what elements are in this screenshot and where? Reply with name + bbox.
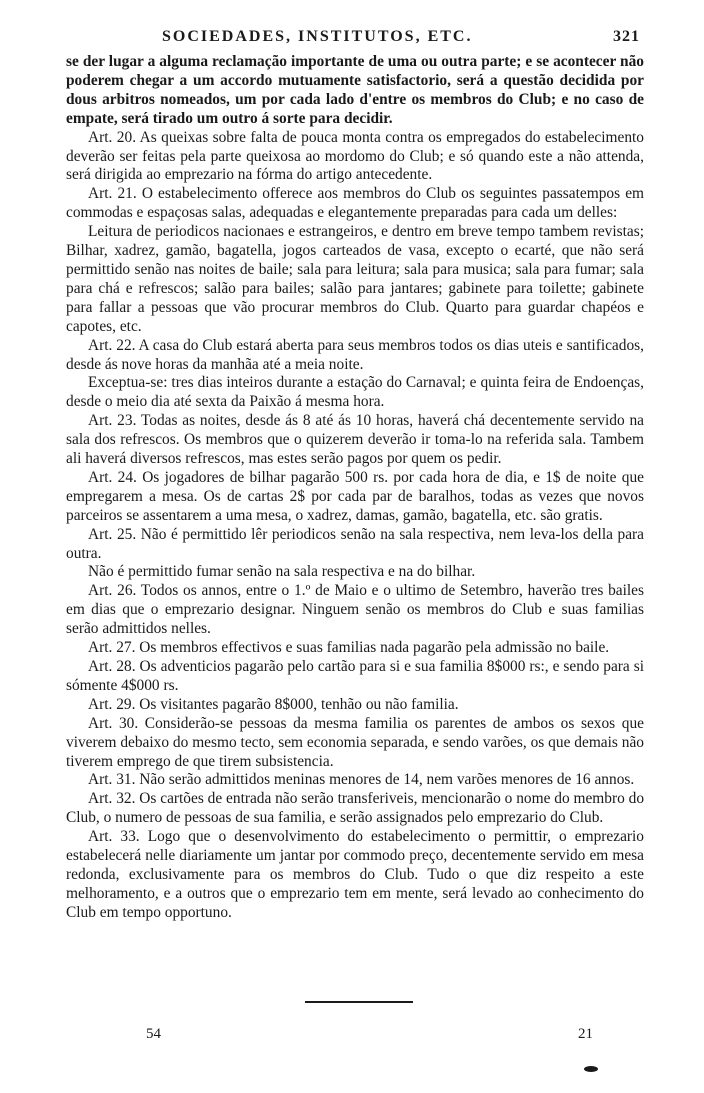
article-22-exception: Exceptua-se: tres dias inteiros durante a estação do Carnaval; e quinta feira de Endoenças, desde o meio dia até sexta da Paixão á mesma hora. [66, 374, 644, 411]
article-24: Art. 24. Os jogadores de bilhar pagarão 500 rs. por cada hora de dia, e 1$ de noite que empregarem a mesa. Os de cartas 2$ por cada par de baralhos, todas as vezes que novos parceiros se assentarem a uma mesa, o xadrez, damas, gamão, bagatella, etc. são gratis. [66, 468, 644, 524]
section-rule [305, 1001, 413, 1003]
header-title: SOCIEDADES, INSTITUTOS, ETC. [162, 28, 473, 45]
article-25: Art. 25. Não é permittido lêr periodicos senão na sala respectiva, nem leva-los della para outra. [66, 525, 644, 562]
article-28: Art. 28. Os adventicios pagarão pelo cartão para si e sua familia 8$000 rs:, e sendo para si sómente 4$000 rs. [66, 658, 644, 694]
running-header [150, 28, 640, 52]
article-20: Art. 20. As queixas sobre falta de pouca monta contra os empregados do estabelecimento deverão ser feitas pela parte queixosa ao mordomo do Club; e só quando este a não attenda, será dirigida ao emprezario na fórma do artigo antecedente. [66, 128, 644, 184]
article-32: Art. 32. Os cartões de entrada não serão transferiveis, mencionarão o nome do membro do Club, o numero de pessoas de sua familia, e serão assignados pelo emprezario do Club. [66, 790, 645, 827]
article-21: Art. 21. O estabelecimento offerece aos membros do Club os seguintes passatempos em commodas e espaçosas salas, adequadas e elegantemente preparadas para cada um delles: [66, 185, 644, 222]
ink-blot [584, 1066, 598, 1072]
signature-mark-left: 54 [146, 1026, 161, 1042]
article-23: Art. 23. Todas as noites, desde ás 8 até ás 10 horas, haverá chá decentemente servido na sala dos refrescos. Os membros que o quizerem deverão ir toma-lo na referida sala. Tambem ali haverá diversos refrescos, mas estes serão pagos por quem os pedir. [66, 412, 644, 468]
article-29: Art. 29. Os visitantes pagarão 8$000, tenhão ou não familia. [88, 695, 459, 713]
article-22: Art. 22. A casa do Club estará aberta para seus membros todos os dias uteis e santificados, desde ás nove horas da manhãa até a meia noite. [66, 336, 644, 373]
body-text [66, 53, 644, 923]
article-25-smoking: Não é permittido fumar senão na sala respectiva e na do bilhar. [88, 563, 476, 581]
paragraph-intro: se der lugar a alguma reclamação importante de uma ou outra parte; e se acontecer não poderem chegar a um accordo mutuamente satisfactorio, será a questão decidida por dous arbitros nomeados, um por cada lado d'entre os membros do Club; e no caso de empate, será tirado um outro á sorte para decidir. [66, 53, 644, 127]
page-number: 321 [613, 28, 640, 45]
article-27: Art. 27. Os membros effectivos e suas familias nada pagarão pela admissão no baile. [88, 639, 610, 657]
article-21-list: Leitura de periodicos nacionaes e estrangeiros, e dentro em breve tempo tambem revistas; Bilhar, xadrez, gamão, bagatella, jogos carteados de vasa, excepto o ecarté, que não será permittido senão nas noites de baile; sala para leitura; sala para musica; sala para fumar; sala para chá e refrescos; salão para bailes; salão para jantares; gabinete para toilette; gabinete para fallar a pessoas que vão procurar membros do Club. Quarto para guardar chapéos e capotes, etc. [66, 223, 644, 335]
article-30: Art. 30. Considerão-se pessoas da mesma familia os parentes de ambos os sexos que viverem debaixo do mesmo tecto, sem economia separada, e sendo varões, os que demais não tiverem emprego de que tirem subsistencia. [66, 714, 644, 770]
article-26: Art. 26. Todos os annos, entre o 1.º de Maio e o ultimo de Setembro, haverão tres bailes em dias que o emprezario designar. Ninguem senão os membros do Club e suas familias serão admittidos nelles. [66, 582, 644, 638]
signature-mark-right: 21 [578, 1026, 593, 1042]
article-33: Art. 33. Logo que o desenvolvimento do estabelecimento o permittir, o emprezario estabelecerá nelle diariamente um jantar por commodo preço, decentemente servido em mesa redonda, exclusivamente para os membros do Club. Tudo o que diz respeito a este melhoramento, e a outros que o emprezario tem em mente, será levado ao conhecimento do Club em tempo opportuno. [66, 828, 644, 921]
article-31: Art. 31. Não serão admittidos meninas menores de 14, nem varões menores de 16 annos. [88, 771, 635, 789]
